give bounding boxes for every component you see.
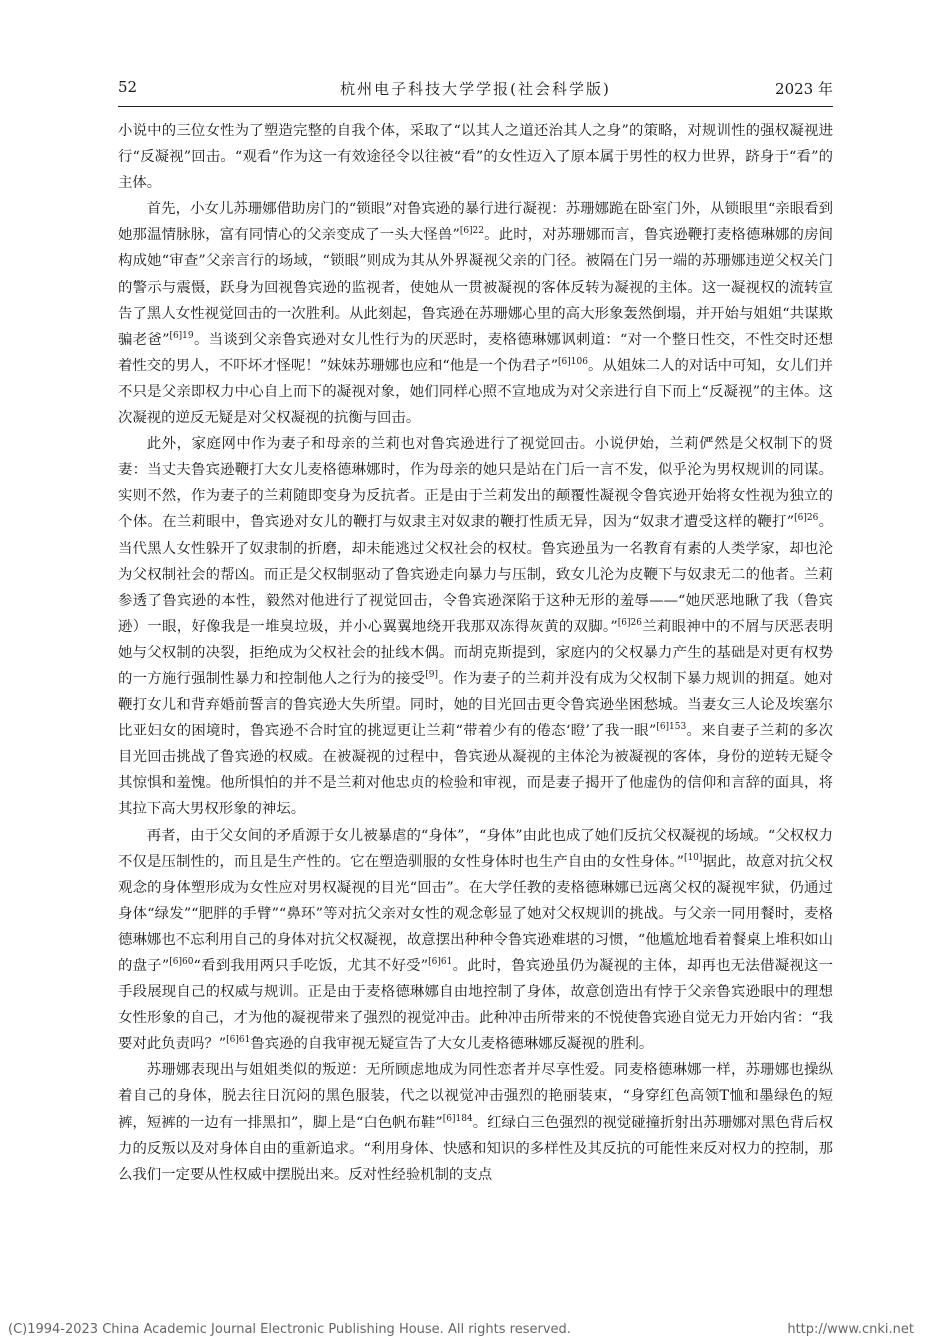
citation-marker: [10] — [683, 852, 703, 863]
citation-marker: [6]61 — [226, 1035, 251, 1046]
citation-marker: [6]26 — [794, 513, 819, 524]
running-header — [118, 72, 833, 107]
paragraph: 小说中的三位女性为了塑造完整的自我个体，采取了“以其人之道还治其人之身”的策略，对规训性的强权凝视进行“反凝视”回击。“观看”作为这一有效途径令以往被“看”的女性迈入了原本属于男性的权力世界，跻身于“看”的主体。 — [118, 123, 833, 192]
citation-marker: [6]26 — [617, 617, 642, 628]
citation-marker: [6]106 — [558, 356, 588, 367]
citation-marker: [6]60 — [169, 957, 194, 967]
publication-year: 2023 年 — [775, 80, 833, 98]
citation-marker: [6]61 — [428, 957, 453, 967]
citation-marker: [9] — [425, 669, 438, 680]
citation-marker: [6]19 — [169, 330, 194, 341]
citation-marker: [6]153 — [656, 722, 687, 733]
paragraph: 首先，小女儿苏珊娜借助房门的“锁眼”对鲁宾逊的暴行进行凝视：苏珊娜跪在卧室门外，从锁眼里“亲眼看到她那温情脉脉，富有同情心的父亲变成了一头大怪兽”$^{[6]22}$。此时，对苏珊娜而言，鲁宾逊鞭打麦格德琳娜的房间构成她“审查”父亲言行的场域，“锁眼”则成为其从外界凝视父亲的门径。被隔在门另一端的苏珊娜违逆父权关门的警示与震慑，跃身为回视鲁宾逊的监视者，使她从一贯被凝视的客体反转为凝视的主体。这一凝视权的流转宣告了黑人女性视觉回击的一次胜利。从此刻起，鲁宾逊在苏珊娜心里的高大形象轰然倒塌，并开始与姐姐“共谋欺骗老爸”$^{[6]19}$。当谈到父亲鲁宾逊对女儿性行为的厌恶时，麦格德琳娜讽刺道：“对一个整日性交，不性交时还想着性交的男人，不吓坏才怪呢！”妹妹苏珊娜也应和“他是一个伪君子”$^{[6]106}$。从姐妹二人的对话中可知，女儿们并不只是父亲即权力中心自上而下的凝视对象，她们同样心照不宣地成为对父亲进行自下而上“反凝视”的主体。这次凝视的逆反无疑是对父权凝视的抗衡与回击。 — [118, 201, 833, 427]
paragraph: 苏珊娜表现出与姐姐类似的叛逆：无所顾虑地成为同性恋者并尽享性爱。同麦格德琳娜一样，苏珊娜也操纵着自己的身体，脱去往日沉闷的黑色服装，代之以视觉冲击强烈的艳丽装束，“身穿红色高领T恤和墨绿色的短裤，短裤的一边有一排黑扣”，脚上是“白色帆布鞋”$^{[6]184}$。红绿白三色强烈的视觉碰撞折射出苏珊娜对黑色背后权力的反叛以及对身体自由的重新追求。“利用身体、快感和知识的多样性及其反抗的可能性来反对权力的控制，那么我们一定要从性权威中摆脱出来。反对性经验机制的支点 — [118, 1062, 833, 1183]
copyright-notice: (C)1994-2023 China Academic Journal Electronic Publishing House. All rights reserved. — [8, 1322, 571, 1337]
article-body — [118, 118, 833, 1188]
paragraph: 再者，由于父女间的矛盾源于女儿被暴虐的“身体”，“身体”由此也成了她们反抗父权凝视的场域。“父权权力不仅是压制性的，而且是生产性的。它在塑造驯服的女性身体时也生产自由的女性身体。”[10]据此，故意对抗父权观念的身体塑形成为女性应对男权凝视的目光“回击”。在大学任教的麦格德琳娜已远离父权的凝视牢狱，仍通过身体“绿发”“肥胖的手臂”“鼻环”等对抗父亲对女性的观念彰显了她对父权规训的挑战。与父亲一同用餐时，麦格德琳娜也不忘利用自己的身体对抗父权凝视，故意摆出种种令鲁宾逊难堪的习惯，“他尴尬地看着餐桌上堆积如山的盘子”$^{[6]60}$“看到我用两只手吃饭，尤其不好受”$^{[6]61}$。此时，鲁宾逊虽仍为凝视的主体，却再也无法借凝视这一手段展现自己的权威与规训。正是由于麦格德琳娜自由地控制了身体，故意创造出有悖于父亲鲁宾逊眼中的理想女性形象的自己，才为他的凝视带来了强烈的视觉冲击。此种冲击所带来的不悦使鲁宾逊自觉无力开始内省：“我要对此负责吗？”$^{[6]61}$鲁宾逊的自我审视无疑宣告了大女儿麦格德琳娜反凝视的胜利。 — [118, 827, 834, 1053]
page-number: 52 — [118, 78, 138, 96]
footer-url[interactable]: http://www.cnki.net — [787, 1322, 914, 1337]
journal-title: 杭州电子科技大学学报(社会科学版) — [340, 80, 611, 98]
citation-marker: [6]184 — [442, 1113, 473, 1124]
citation-marker: [6]22 — [459, 226, 485, 237]
paragraph: 此外，家庭网中作为妻子和母亲的兰莉也对鲁宾逊进行了视觉回击。小说伊始，兰莉俨然是父权制下的贤妻：当丈夫鲁宾逊鞭打大女儿麦格德琳娜时，作为母亲的她只是站在门后一言不发，似乎沦为男权规训的同谋。实则不然，作为妻子的兰莉随即变身为反抗者。正是由于兰莉发出的颠覆性凝视令鲁宾逊开始将女性视为独立的个体。在兰莉眼中，鲁宾逊对女儿的鞭打与奴隶主对奴隶的鞭打性质无异，因为“奴隶才遭受这样的鞭打”$^{[6]26}$。当代黑人女性躲开了奴隶制的折磨，却未能逃过父权社会的权杖。鲁宾逊虽为一名教育有素的人类学家，却也沦为父权制社会的帮凶。而正是父权制驱动了鲁宾逊走向暴力与压制，致女儿沦为皮鞭下与奴隶无二的他者。兰莉参透了鲁宾逊的本性，毅然对他进行了视觉回击，令鲁宾逊深陷于这种无形的羞辱——“她厌恶地瞅了我（鲁宾逊）一眼，好像我是一堆臭垃圾，并小心翼翼地绕开我那双冻得灰黄的双脚。”$^{[6]26}$兰莉眼神中的不屑与厌恶表明她与父权制的决裂，拒绝成为父权社会的扯线木偶。而胡克斯提到，家庭内的父权暴力产生的基础是对更有权势的一方施行强制性暴力和控制他人之行为的接受[9]。作为妻子的兰莉并没有成为父权制下暴力规训的拥趸。她对鞭打女儿和背弃婚前誓言的鲁宾逊大失所望。同时，她的目光回击更令鲁宾逊坐困愁城。当妻女三人论及埃塞尔比亚妇女的困境时，鲁宾逊不合时宜的挑逗更让兰莉“带着少有的倦态‘瞪’了我一眼”$^{[6]153}$。来自妻子兰莉的多次目光回击挑战了鲁宾逊的权威。在被凝视的过程中，鲁宾逊从凝视的主体沦为被凝视的客体，身份的逆转无疑令其惊惧和羞愧。他所惧怕的并不是兰莉对他忠贞的检验和审视，而是妻子揭开了他虚伪的信仰和言辞的面具，将其拉下高大男权形象的神坛。 — [118, 436, 833, 818]
